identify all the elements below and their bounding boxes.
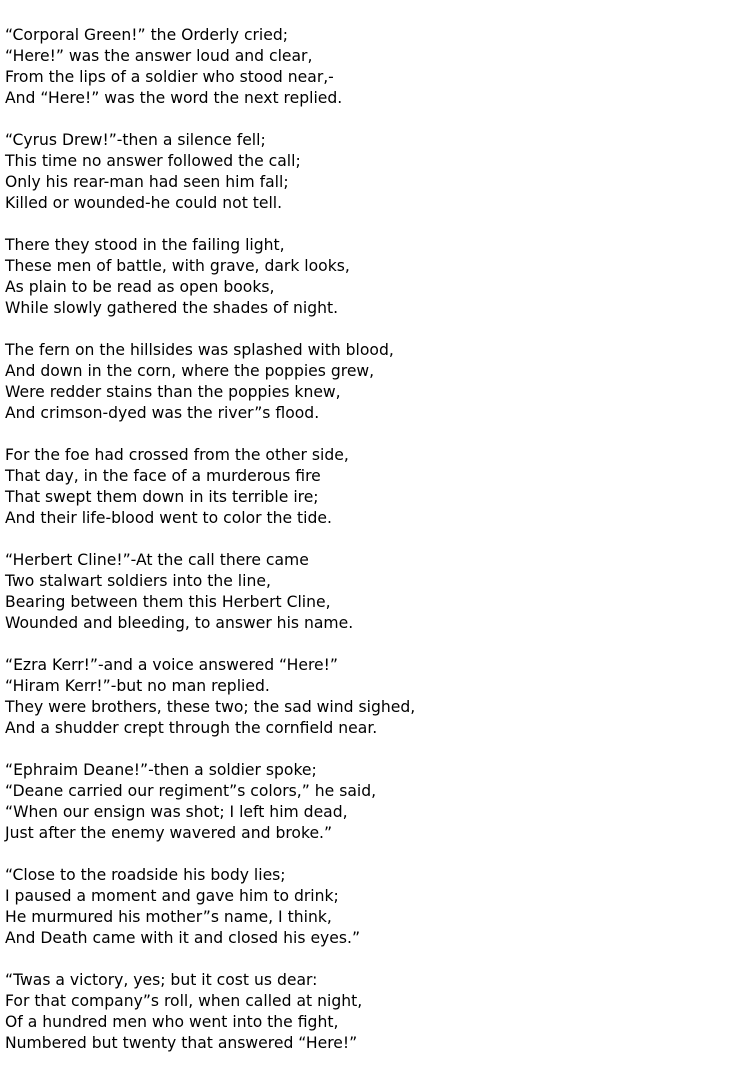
poem-line: From the lips of a soldier who stood near,- — [5, 68, 334, 86]
poem-line: And “Here!” was the word the next replied. — [5, 89, 343, 107]
poem-line: That day, in the face of a murderous fire — [5, 467, 321, 485]
poem-line: Killed or wounded-he could not tell. — [5, 194, 283, 212]
poem-text — [5, 25, 415, 1054]
stanza-7 — [5, 655, 415, 739]
stanza-8 — [5, 760, 415, 844]
poem-line: Of a hundred men who went into the fight, — [5, 1013, 339, 1031]
poem-line: Numbered but twenty that answered “Here!” — [5, 1034, 358, 1052]
stanza-2 — [5, 130, 415, 214]
poem-line: The fern on the hillsides was splashed with blood, — [5, 341, 394, 359]
poem-line: Two stalwart soldiers into the line, — [5, 572, 271, 590]
poem-line: “Ezra Kerr!”-and a voice answered “Here!” — [5, 656, 338, 674]
poem-line: These men of battle, with grave, dark looks, — [5, 257, 350, 275]
stanza-5 — [5, 445, 415, 529]
poem-line: Bearing between them this Herbert Cline, — [5, 593, 331, 611]
poem-line: “Here!” was the answer loud and clear, — [5, 47, 313, 65]
poem-line: This time no answer followed the call; — [5, 152, 301, 170]
poem-line: That swept them down in its terrible ire; — [5, 488, 319, 506]
poem-line: And a shudder crept through the cornfield near. — [5, 719, 378, 737]
poem-line: He murmured his mother”s name, I think, — [5, 908, 332, 926]
poem-line: “Close to the roadside his body lies; — [5, 866, 286, 884]
poem-line: “Hiram Kerr!”-but no man replied. — [5, 677, 270, 695]
poem-line: I paused a moment and gave him to drink; — [5, 887, 339, 905]
poem-line: And Death came with it and closed his eyes.” — [5, 929, 361, 947]
poem-line: “When our ensign was shot; I left him dead, — [5, 803, 348, 821]
poem-line: “Herbert Cline!”-At the call there came — [5, 551, 309, 569]
poem-line: “Twas a victory, yes; but it cost us dear: — [5, 971, 318, 989]
poem-line: “Cyrus Drew!”-then a silence fell; — [5, 131, 266, 149]
poem-line: For that company”s roll, when called at night, — [5, 992, 363, 1010]
poem-line: Only his rear-man had seen him fall; — [5, 173, 289, 191]
poem-line: And down in the corn, where the poppies grew, — [5, 362, 375, 380]
poem-line: There they stood in the failing light, — [5, 236, 285, 254]
poem-line: And their life-blood went to color the tide. — [5, 509, 332, 527]
stanza-10 — [5, 970, 415, 1054]
poem-line: While slowly gathered the shades of night. — [5, 299, 339, 317]
poem-line: Wounded and bleeding, to answer his name. — [5, 614, 354, 632]
stanza-1 — [5, 25, 415, 109]
poem-line: Were redder stains than the poppies knew, — [5, 383, 341, 401]
poem-line: “Deane carried our regiment”s colors,” he said, — [5, 782, 377, 800]
stanza-6 — [5, 550, 415, 634]
poem-line: “Corporal Green!” the Orderly cried; — [5, 26, 289, 44]
stanza-3 — [5, 235, 415, 319]
poem-line: Just after the enemy wavered and broke.” — [5, 824, 333, 842]
poem-line: “Ephraim Deane!”-then a soldier spoke; — [5, 761, 317, 779]
poem-line: They were brothers, these two; the sad wind sighed, — [5, 698, 416, 716]
poem-line: And crimson-dyed was the river”s flood. — [5, 404, 320, 422]
stanza-9 — [5, 865, 415, 949]
stanza-4 — [5, 340, 415, 424]
poem-line: As plain to be read as open books, — [5, 278, 275, 296]
poem-line: For the foe had crossed from the other side, — [5, 446, 349, 464]
